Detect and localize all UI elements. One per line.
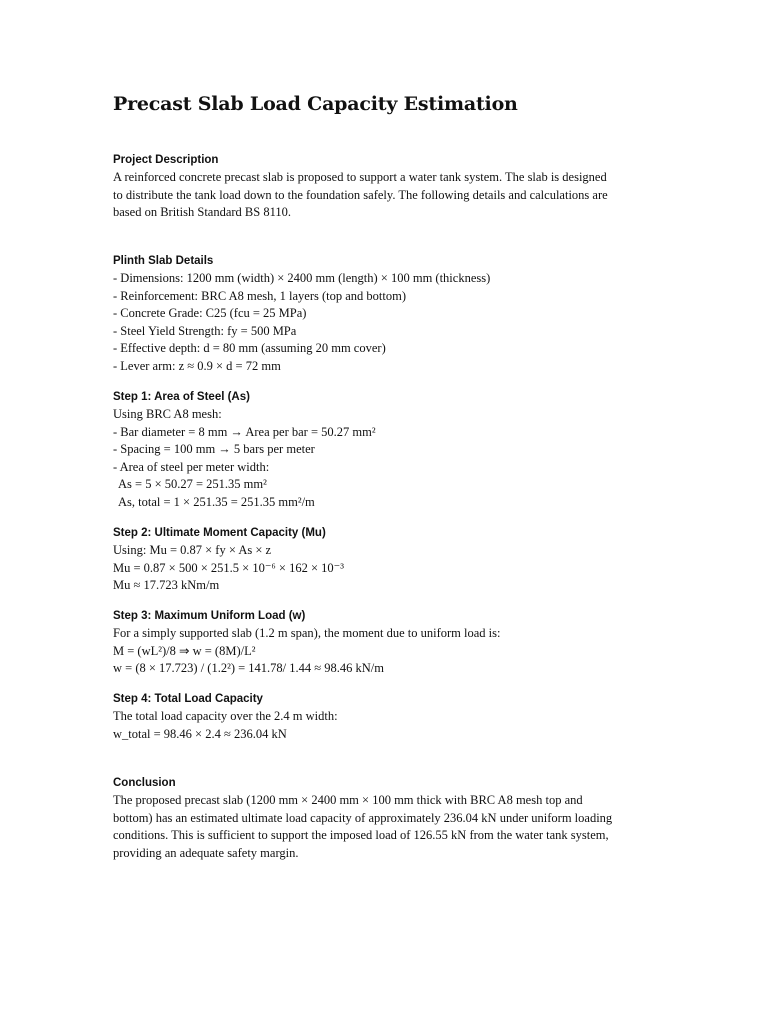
list-item: - Spacing = 100 mm → 5 bars per meter bbox=[113, 442, 315, 456]
formula-line: Using: Mu = 0.87 × fy × As × z bbox=[113, 543, 272, 557]
formula-line: w = (8 × 17.723) / (1.2²) = 141.78/ 1.44 ≈ 98.46 kN/m bbox=[113, 661, 384, 675]
list-item: - Area of steel per meter width: bbox=[113, 459, 270, 474]
conclusion-body bbox=[113, 792, 673, 862]
formula-line: Mu = 0.87 × 500 × 251.5 × 10⁻⁶ × 162 × 10⁻³ bbox=[113, 560, 344, 575]
step3-section bbox=[113, 607, 673, 678]
formula-line: Mu ≈ 17.723 kNm/m bbox=[113, 578, 220, 592]
step4-body bbox=[113, 708, 673, 743]
paragraph-line: The proposed precast slab (1200 mm × 2400 mm × 100 mm thick with BRC A8 mesh top and bbox=[113, 793, 583, 807]
list-item: - Effective depth: d = 80 mm (assuming 20 mm cover) bbox=[113, 341, 386, 355]
formula-line: w_total = 98.46 × 2.4 ≈ 236.04 kN bbox=[113, 726, 287, 741]
paragraph-line: based on British Standard BS 8110. bbox=[113, 205, 292, 219]
list-item: - Lever arm: z ≈ 0.9 × d = 72 mm bbox=[113, 358, 281, 373]
page-title: Precast Slab Load Capacity Estimation bbox=[113, 93, 518, 115]
step4-section bbox=[113, 690, 673, 743]
step3-heading: Step 3: Maximum Uniform Load (w) bbox=[113, 610, 306, 622]
body-line: Using BRC A8 mesh: bbox=[113, 407, 222, 421]
step3-body bbox=[113, 625, 673, 678]
formula-line: As = 5 × 50.27 = 251.35 mm² bbox=[118, 477, 267, 491]
step2-body bbox=[113, 542, 673, 595]
step1-body bbox=[113, 406, 673, 511]
list-item: - Reinforcement: BRC A8 mesh, 1 layers (top and bottom) bbox=[113, 288, 407, 303]
step2-section bbox=[113, 524, 673, 595]
conclusion-heading: Conclusion bbox=[113, 777, 176, 789]
step1-heading: Step 1: Area of Steel (As) bbox=[113, 391, 250, 403]
paragraph-line: to distribute the tank load down to the foundation safely. The following details and calculations are bbox=[113, 187, 608, 202]
plinth-slab-section bbox=[113, 252, 673, 375]
paragraph-line: A reinforced concrete precast slab is proposed to support a water tank system. The slab is designed bbox=[113, 170, 607, 184]
body-line: For a simply supported slab (1.2 m span), the moment due to uniform load is: bbox=[113, 626, 501, 640]
list-item: - Steel Yield Strength: fy = 500 MPa bbox=[113, 323, 297, 338]
paragraph-line: bottom) has an estimated ultimate load capacity of approximately 236.04 kN under uniform loading bbox=[113, 810, 613, 825]
step1-section bbox=[113, 388, 673, 511]
paragraph-line: providing an adequate safety margin. bbox=[113, 845, 299, 860]
project-description-body bbox=[113, 169, 673, 222]
conclusion-section bbox=[113, 774, 673, 862]
project-description-section bbox=[113, 151, 673, 222]
paragraph-line: conditions. This is sufficient to support the imposed load of 126.55 kN from the water tank system, bbox=[113, 828, 609, 842]
step4-heading: Step 4: Total Load Capacity bbox=[113, 693, 263, 705]
formula-line: As, total = 1 × 251.35 = 251.35 mm²/m bbox=[118, 494, 315, 509]
list-item: - Concrete Grade: C25 (fcu = 25 MPa) bbox=[113, 306, 307, 320]
step2-heading: Step 2: Ultimate Moment Capacity (Mu) bbox=[113, 527, 326, 539]
project-description-heading: Project Description bbox=[113, 154, 219, 166]
body-line: The total load capacity over the 2.4 m width: bbox=[113, 709, 338, 723]
list-item: - Dimensions: 1200 mm (width) × 2400 mm (length) × 100 mm (thickness) bbox=[113, 271, 491, 285]
plinth-slab-heading: Plinth Slab Details bbox=[113, 255, 214, 267]
plinth-slab-list bbox=[113, 270, 673, 375]
formula-line: M = (wL²)/8 ⇒ w = (8M)/L² bbox=[113, 643, 256, 658]
list-item: - Bar diameter = 8 mm → Area per bar = 50.27 mm² bbox=[113, 424, 376, 439]
